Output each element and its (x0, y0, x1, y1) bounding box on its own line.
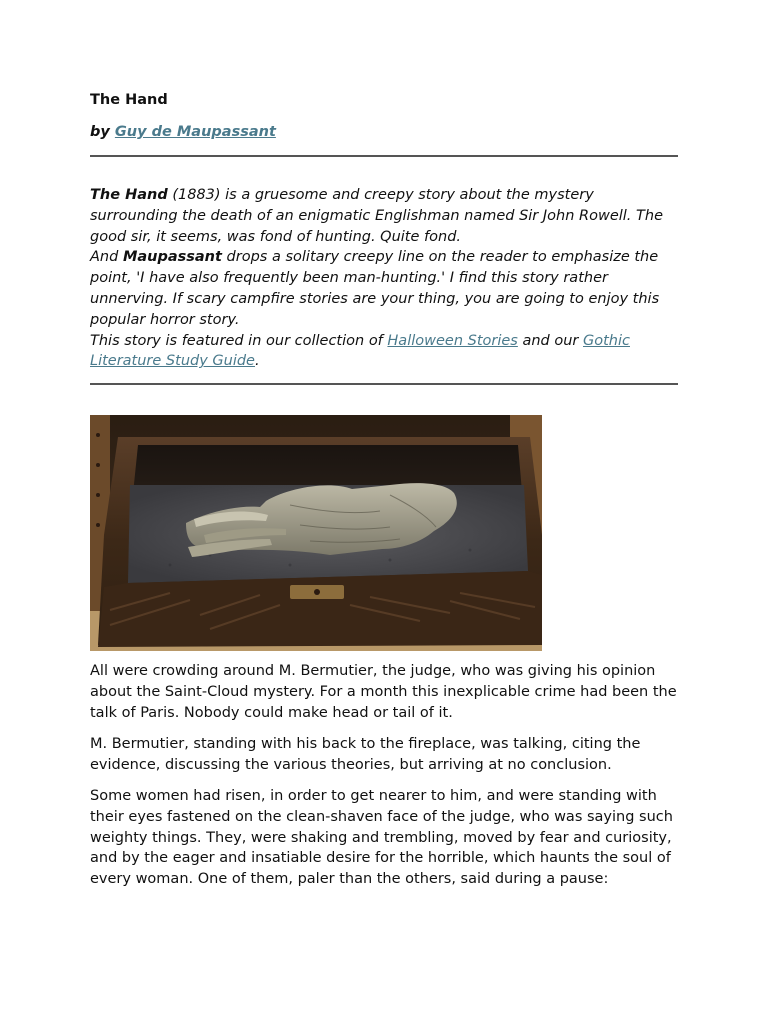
intro-paragraph-2: drops a solitary creepy line on the reader to emphasize the point, 'I have also frequently been man-hunting.' I find this story rather unnerving. If scary campfire stories are your thing, you are going to enjoy this popular horror story. (90, 249, 660, 328)
byline-prefix: by (90, 124, 115, 140)
byline (90, 124, 276, 140)
top-divider (90, 155, 678, 157)
intro-p3-end: . (254, 353, 260, 370)
intro-block (90, 185, 678, 372)
intro-p3-prefix: This story is featured in our collection of (90, 332, 388, 349)
intro-p2-prefix: And (90, 249, 123, 266)
story-title: The Hand (90, 92, 168, 108)
intro-paragraph-1: (1883) is a gruesome and creepy story about the mystery surrounding the death of an enigmatic Englishman named Sir John Rowell. The good sir, it seems, was fond of hunting. Quite fond. (90, 187, 663, 245)
story-paragraph-3: Some women had risen, in order to get nearer to him, and were standing with their eyes fastened on the clean-shaven face of the judge, who was saying such weighty things. They, were shaking and trembling, moved by fear and curiosity, and by the eager and insatiable desire for the horrible, which haunts the soul of every woman. One of them, paler than the others, said during a pause: (90, 787, 673, 888)
gothic-study-guide-link[interactable]: Gothic Literature Study Guide (90, 332, 630, 370)
story-paragraph-2: M. Bermutier, standing with his back to the fireplace, was talking, citing the evidence, discussing the various theories, but arriving at no conclusion. (90, 735, 641, 773)
story-body (90, 661, 680, 900)
bottom-divider (90, 383, 678, 385)
intro-title-bold: The Hand (90, 187, 168, 203)
intro-author-bold: Maupassant (122, 249, 222, 266)
hand-photo (90, 415, 542, 651)
author-link[interactable]: Guy de Maupassant (114, 124, 276, 140)
intro-p3-middle: and our (517, 332, 583, 349)
halloween-stories-link[interactable]: Halloween Stories (387, 332, 518, 349)
story-paragraph-1: All were crowding around M. Bermutier, the judge, who was giving his opinion about the Saint-Cloud mystery. For a month this inexplicable crime had been the talk of Paris. Nobody could make head or tail of it. (90, 663, 677, 721)
